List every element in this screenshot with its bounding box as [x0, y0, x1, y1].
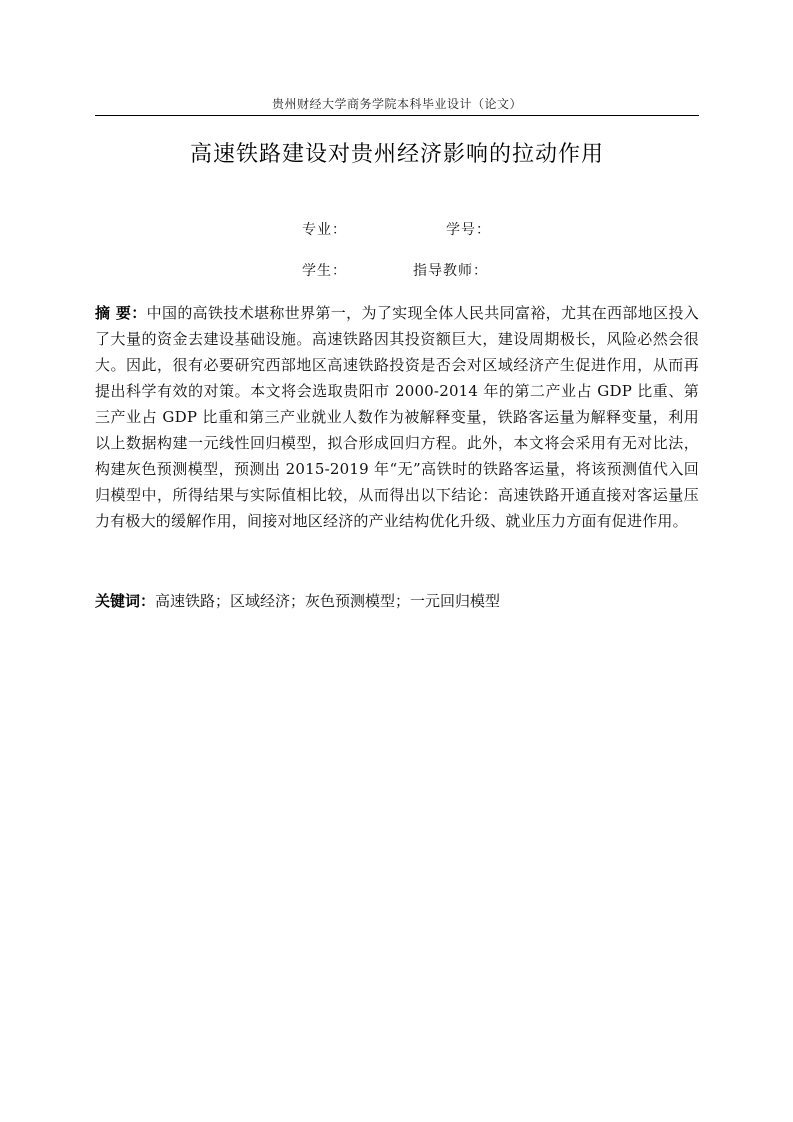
paper-title: 高速铁路建设对贵州经济影响的拉动作用 [189, 142, 604, 167]
keywords [95, 590, 699, 612]
abstract-label: 摘 要： [95, 304, 147, 322]
abstract-text: 中国的高铁技术堪称世界第一，为了实现全体人民共同富裕，尤其在西部地区投入了大量的资金去建设基础设施。高速铁路因其投资额巨大，建设周期极长，风险必然会很大。因此，很有必要研究西部地区高速铁路投资是否会对区域经济产生促进作用，从而再提出科学有效的对策。本文将会选取贵阳市 2000-2014 年的第二产业占 GDP 比重、第三产业占 GDP 比重和第三产业就业人数作为被解释变量，铁路客运量为解释变量，利用以上数据构建一元线性回归模型，拟合形成回归方程。此外，本文将会采用有无对比法，构建灰色预测模型，预测出 2015-2019 年“无”高铁时的铁路客运量，将该预测值代入回归模型中，所得结果与实际值相比较，从而得出以下结论：高速铁路开通直接对客运量压力有极大的缓解作用，间接对地区经济的产业结构优化升级、就业压力方面有促进作用。 [95, 304, 699, 530]
keywords-label: 关键词： [95, 592, 156, 610]
abstract [95, 300, 699, 534]
advisor-label: 指导教师： [413, 263, 488, 279]
student-label: 学生： [302, 263, 347, 279]
keywords-text: 高速铁路；区域经济；灰色预测模型；一元回归模型 [155, 592, 501, 610]
meta-row-major-id [0, 221, 793, 239]
student-id-label: 学号： [446, 222, 491, 238]
meta-row-student-advisor [0, 262, 793, 280]
running-header: 贵州财经大学商务学院本科毕业设计（论文） [271, 97, 522, 111]
major-label: 专业： [302, 222, 347, 238]
header-rule [95, 115, 699, 116]
